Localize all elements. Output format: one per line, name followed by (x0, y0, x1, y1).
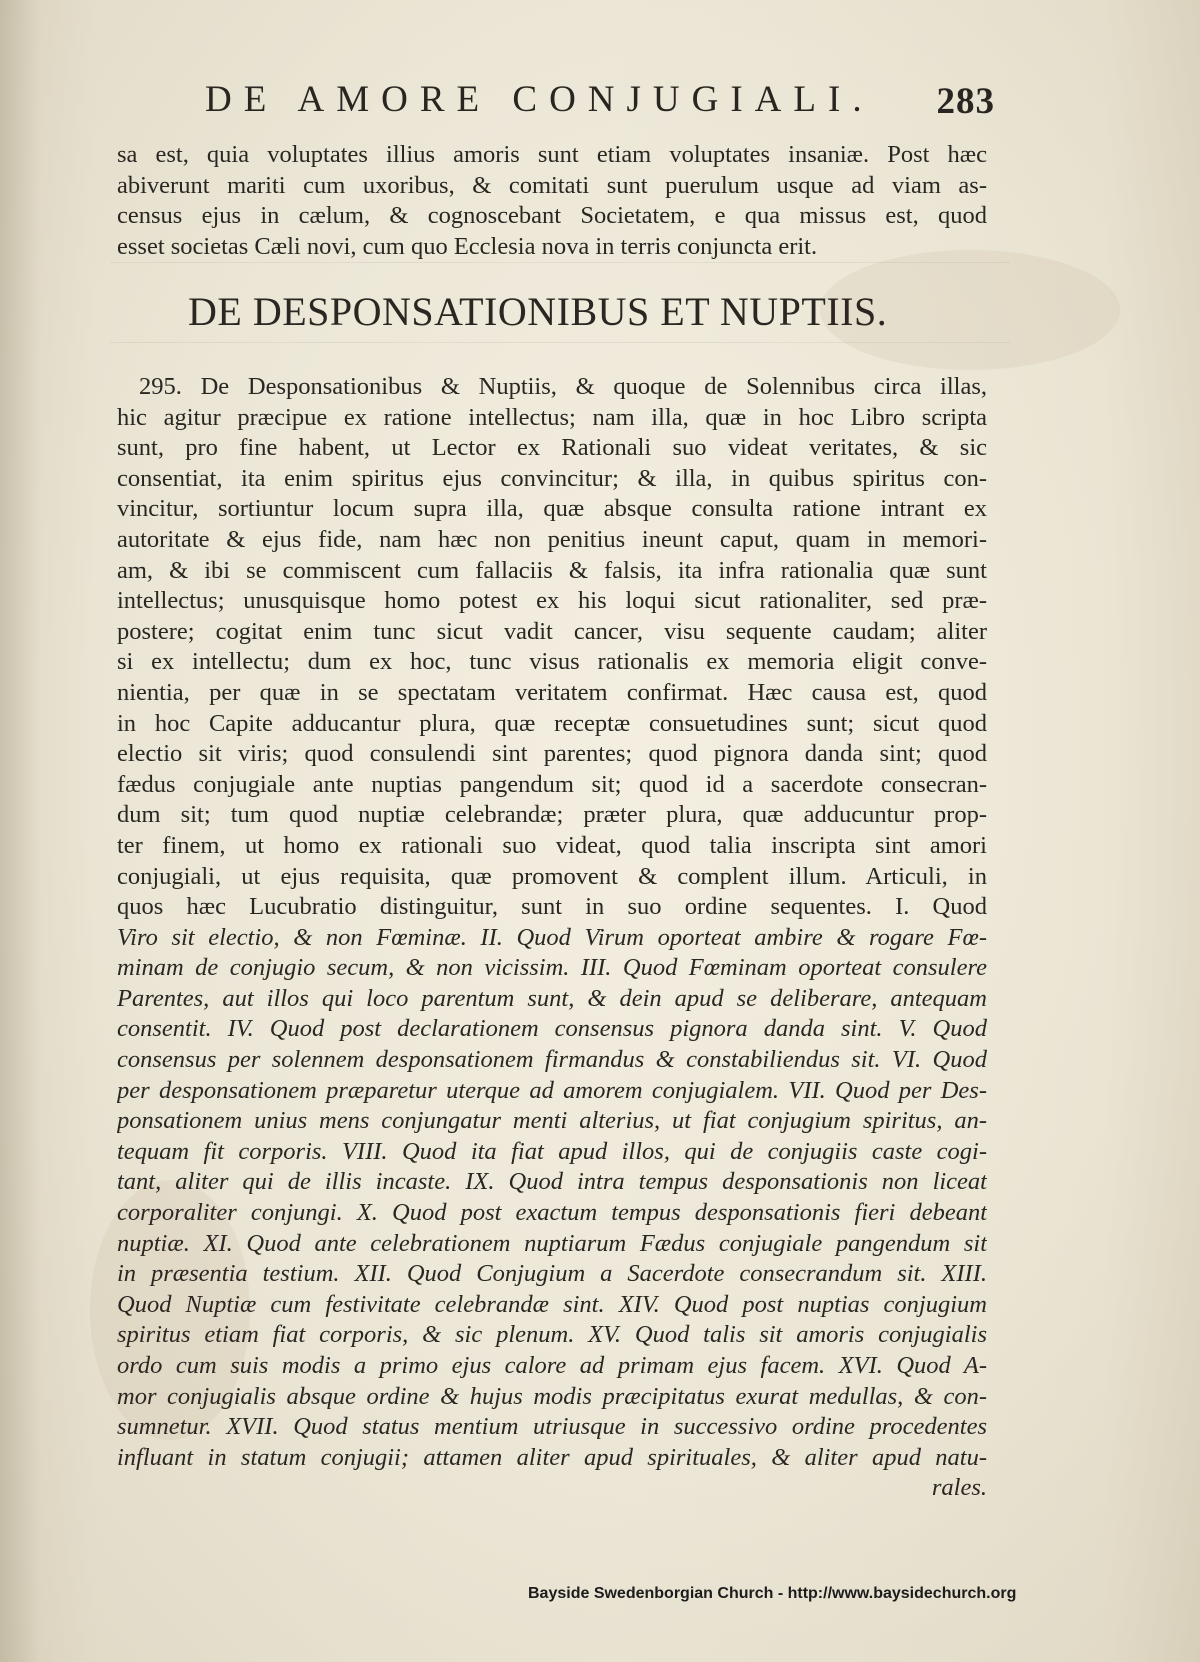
text-line: Viro sit electio, & non Fœminæ. II. Quod Virum oporteat ambire & rogare Fœ- (117, 923, 987, 951)
text-line: ponsationem unius mens conjungatur menti alterius, ut fiat conjugium spiritus, an- (117, 1107, 987, 1135)
text-line: corporaliter conjungi. X. Quod post exactum tempus desponsationis fieri debeant (117, 1199, 987, 1227)
text-line: consentiat, ita enim spiritus ejus convincitur; & illa, in quibus spiritus con- (117, 464, 987, 492)
page-number: 283 (936, 81, 995, 122)
running-head-title: DE AMORE CONJUGIALI. (205, 79, 874, 120)
text-line: 295. De Desponsationibus & Nuptiis, & quoque de Solennibus circa illas, (139, 373, 987, 400)
text-line: electio sit viris; quod consulendi sint parentes; quod pignora danda sint; quod (117, 740, 987, 768)
section-heading: DE DESPONSATIONIBUS ET NUPTIIS. (188, 289, 888, 334)
text-line: sunt, pro fine habent, ut Lector ex Rationali suo videat veritates, & sic (117, 434, 987, 462)
text-line: minam de conjugio secum, & non vicissim. III. Quod Fœminam oporteat consulere (117, 954, 987, 982)
text-line: consentit. IV. Quod post declarationem consensus pignora danda sint. V. Quod (117, 1015, 987, 1043)
text-line: tequam fit corporis. VIII. Quod ita fiat apud illos, qui de conjugiis caste cogi- (117, 1137, 987, 1165)
text-line: mor conjugialis absque ordine & hujus modis præcipitatus exurat medullas, & con- (117, 1382, 987, 1410)
intro-paragraph (117, 140, 987, 262)
text-line: sa est, quia voluptates illius amoris sunt etiam voluptates insaniæ. Post hæc (117, 141, 987, 168)
text-line: sumnetur. XVII. Quod status mentium utriusque in successivo ordine procedentes (117, 1413, 987, 1441)
text-line: quos hæc Lucubratio distinguitur, sunt in suo ordine sequentes. I. Quod (117, 893, 987, 921)
text-line: nuptiæ. XI. Quod ante celebrationem nuptiarum Fædus conjugiale pangendum sit (117, 1229, 987, 1257)
text-line: Quod Nuptiæ cum festivitate celebrandæ sint. XIV. Quod post nuptias conjugium (117, 1290, 987, 1318)
text-line: conjugiali, ut ejus requisita, quæ promovent & complent illum. Articuli, in (117, 862, 987, 890)
text-line: tant, aliter qui de illis incaste. IX. Quod intra tempus desponsationis non liceat (117, 1168, 987, 1196)
text-line: Parentes, aut illos qui loco parentum sunt, & dein apud se deliberare, antequam (117, 984, 987, 1012)
text-line: census ejus in cælum, & cognoscebant Societatem, e qua missus est, quod (117, 202, 987, 229)
text-line: ordo cum suis modis a primo ejus calore ad primam ejus facem. XVI. Quod A- (117, 1352, 987, 1379)
footer-credit: Bayside Swedenborgian Church - http://www.baysidechurch.org (528, 1585, 1017, 1602)
text-line: in hoc Capite adducantur plura, quæ receptæ consuetudines sunt; sicut quod (117, 709, 987, 737)
text-line: si ex intellectu; dum ex hoc, tunc visus rationalis ex memoria eligit conve- (117, 648, 987, 676)
running-head (205, 78, 995, 128)
text-line: abiverunt mariti cum uxoribus, & comitati sunt puerulum usque ad viam as- (117, 171, 987, 199)
text-line: rales. (931, 1474, 987, 1502)
page-gutter-shadow (0, 0, 40, 1662)
text-line: am, & ibi se commiscent cum fallaciis & falsis, ita infra rationalia quæ sunt (117, 556, 987, 584)
text-line: autoritate & ejus fide, nam hæc non penitius ineunt caput, quam in memori- (117, 525, 987, 553)
text-line: fædus conjugiale ante nuptias pangendum sit; quod id a sacerdote consecran- (117, 770, 987, 798)
text-line: consensus per solennem desponsationem firmandus & constabiliendus sit. VI. Quod (117, 1046, 987, 1074)
text-line: spiritus etiam fiat corporis, & sic plenum. XV. Quod talis sit amoris conjugialis (117, 1321, 987, 1349)
text-line: ter finem, ut homo ex rationali suo videat, quod talia inscripta sint amori (117, 831, 987, 859)
text-line: influant in statum conjugii; attamen aliter apud spirituales, & aliter apud natu- (117, 1443, 987, 1471)
bleed-through-line (110, 262, 1010, 263)
text-line: nientia, per quæ in se spectatam veritatem confirmat. Hæc causa est, quod (117, 678, 987, 706)
text-line: dum sit; tum quod nuptiæ celebrandæ; præter plura, quæ adducuntur prop- (117, 801, 987, 829)
text-line: intellectus; unusquisque homo potest ex his loqui sicut rationaliter, sed præ- (117, 587, 987, 615)
bleed-through-line (110, 342, 1010, 343)
text-line: esset societas Cæli novi, cum quo Ecclesia nova in terris conjuncta erit. (117, 232, 818, 260)
text-line: vincitur, sortiuntur locum supra illa, quæ absque consulta ratione intrant ex (117, 495, 987, 523)
text-line: in præsentia testium. XII. Quod Conjugium a Sacerdote consecrandum sit. XIII. (117, 1260, 987, 1288)
text-line: postere; cogitat enim tunc sicut vadit cancer, visu sequente caudam; aliter (117, 617, 987, 645)
text-line: per desponsationem præparetur uterque ad amorem conjugialem. VII. Quod per Des- (117, 1076, 987, 1104)
body-paragraph (117, 372, 987, 1504)
text-line: hic agitur præcipue ex ratione intellectus; nam illa, quæ in hoc Libro scripta (117, 403, 987, 431)
